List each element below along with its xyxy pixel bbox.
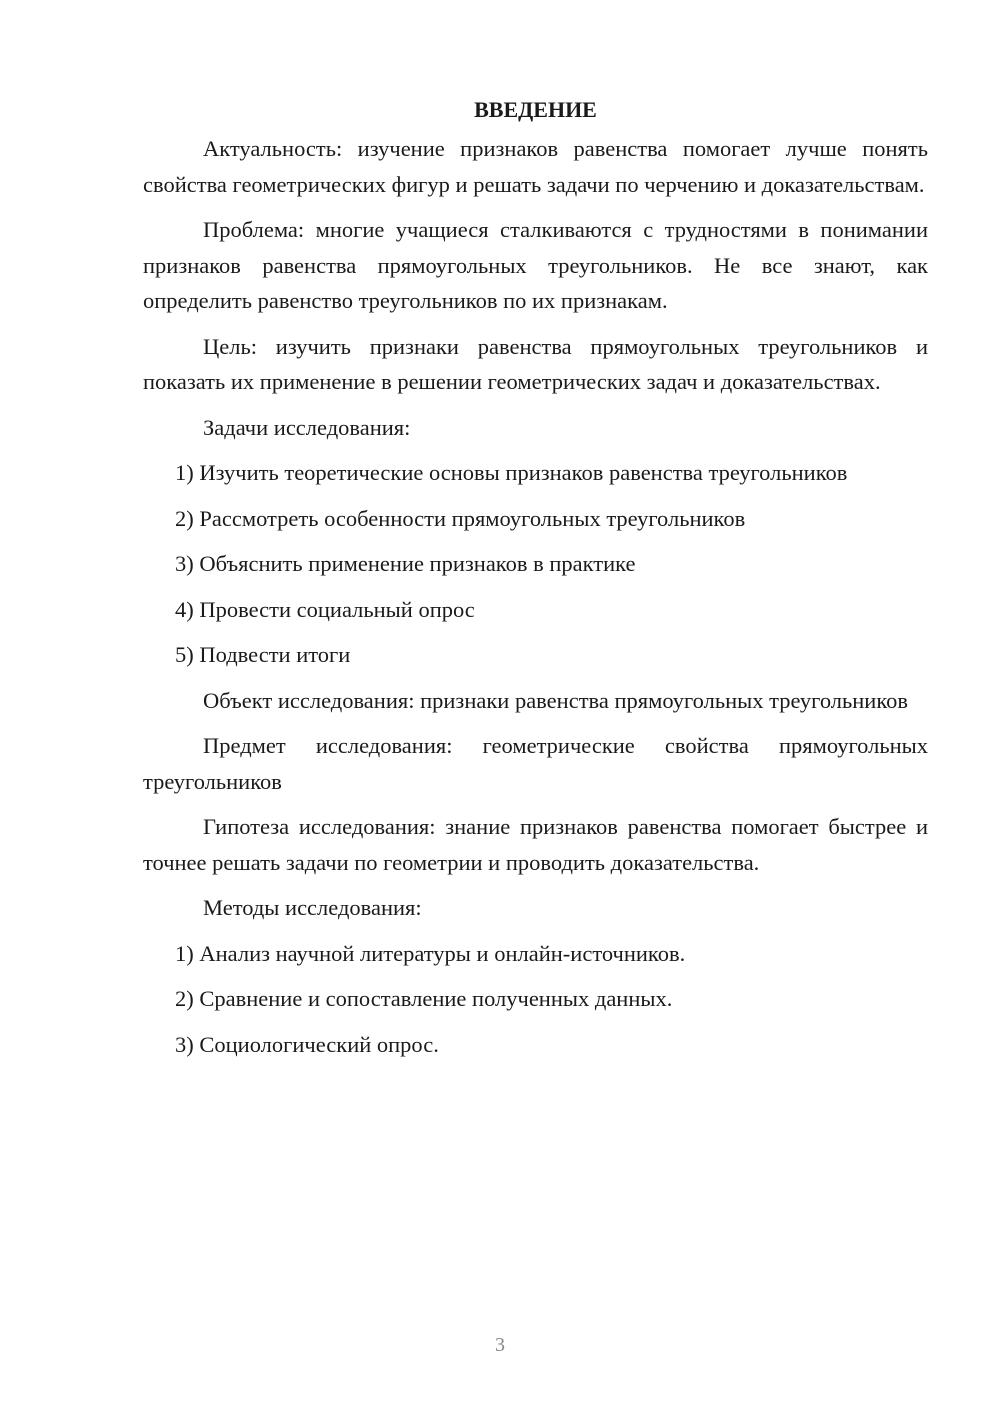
page-number: 3 [495,1334,505,1356]
object-paragraph: Объект исследования: признаки равенства прямоугольных треугольников [203,687,909,713]
problem-paragraph: Проблема: многие учащиеся сталкиваются с трудностями в понимании признаков равенства прямоугольных треугольников. Не все знают, как определить равенство треугольников по их признакам. [143,217,928,313]
list-item: 1) Анализ научной литературы и онлайн-источников. [175,940,686,966]
list-item: 1) Изучить теоретические основы признаков равенства треугольников [175,460,848,485]
list-item: 3) Объяснить применение признаков в практике [175,551,636,576]
list-item: 2) Рассмотреть особенности прямоугольных треугольников [175,505,746,531]
methods-heading: Методы исследования: [203,895,422,920]
list-item: 4) Провести социальный опрос [175,596,475,622]
tasks-list [143,455,928,673]
list-item: 5) Подвести итоги [175,642,351,667]
page-title: ВВЕДЕНИЕ [474,97,597,122]
tasks-heading: Задачи исследования: [203,414,411,440]
goal-paragraph: Цель: изучить признаки равенства прямоугольных треугольников и показать их применение в решении геометрических задач и доказательствах. [143,333,928,394]
list-item: 3) Социологический опрос. [175,1031,439,1057]
methods-list [143,936,928,1063]
list-item: 2) Сравнение и сопоставление полученных данных. [175,986,673,1011]
hypothesis-paragraph: Гипотеза исследования: знание признаков равенства помогает быстрее и точнее решать задачи по геометрии и проводить доказательства. [143,814,928,875]
relevance-paragraph: Актуальность: изучение признаков равенства помогает лучше понять свойства геометрических фигур и решать задачи по черчению и доказательствам. [143,136,928,197]
page-content [143,92,928,1072]
subject-paragraph: Предмет исследования: геометрические свойства прямоугольных треугольников [143,733,928,794]
